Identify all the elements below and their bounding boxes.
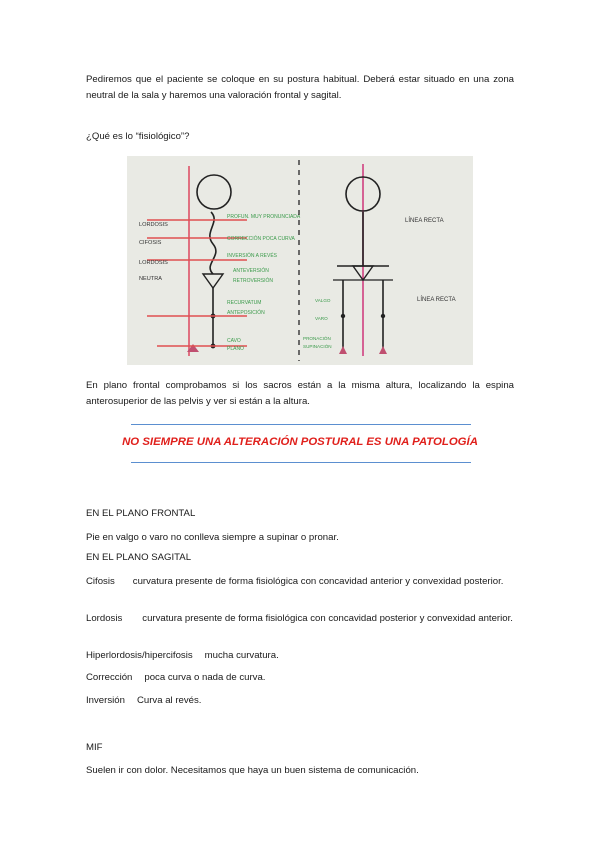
- posture-diagram: [127, 156, 473, 365]
- definition-term: Hiperlordosis/hipercifosis: [86, 650, 193, 661]
- plano-frontal-text: Pie en valgo o varo no conlleva siempre a supinar o pronar.: [86, 532, 339, 543]
- label-varo: VARO: [315, 316, 328, 321]
- definition-hiperlordosis: [86, 648, 514, 664]
- warning-banner: NO SIEMPRE UNA ALTERACIÓN POSTURAL ES UNA PATOLOGÍA: [122, 436, 478, 448]
- definition-term: Inversión: [86, 695, 125, 706]
- spine-curve: [210, 212, 216, 274]
- definition-text: Curva al revés.: [136, 695, 202, 706]
- banner-bottom-line: [131, 462, 471, 463]
- label-cavo: CAVO: [227, 338, 241, 344]
- head-circle-left: [197, 175, 231, 209]
- label-lordosis-1: LORDOSIS: [139, 222, 168, 228]
- posture-diagram-photo: [127, 156, 473, 365]
- definition-correccion: [86, 670, 514, 686]
- label-inversion: INVERSIÓN A REVÉS: [227, 253, 278, 259]
- foot-marker-b: [379, 346, 387, 354]
- definition-term: Corrección: [86, 672, 133, 683]
- foot-marker-a: [339, 346, 347, 354]
- label-neutra: NEUTRA: [139, 276, 162, 282]
- definition-text: poca curva o nada de curva.: [144, 672, 266, 683]
- definition-term: Lordosis: [86, 613, 123, 624]
- definition-text: curvatura presente de forma fisiológica con concavidad anterior y convexidad posterior.: [132, 576, 504, 587]
- definition-text: curvatura presente de forma fisiológica con concavidad posterior y convexidad anterior.: [142, 613, 513, 624]
- sagittal-figure: [139, 166, 301, 356]
- definition-term: Cifosis: [86, 576, 115, 587]
- frontal-plane-paragraph: En plano frontal comprobamos si los sacros están a la misma altura, localizando la espina anterosuperior de las pelvis y ver si están a la altura.: [86, 380, 514, 407]
- plano-frontal-heading: EN EL PLANO FRONTAL: [86, 508, 196, 519]
- knee-dot-a: [341, 314, 345, 318]
- label-lordosis-2: LORDOSIS: [139, 260, 168, 266]
- definition-text: mucha curvatura.: [204, 650, 279, 661]
- intro-paragraph: Pediremos que el paciente se coloque en su postura habitual. Deberá estar situado en una zona neutral de la sala y haremos una valoración frontal y sagital.: [86, 74, 514, 101]
- label-recurvatum: RECURVATUM: [227, 300, 262, 306]
- label-linea-recta-mid: LÍNEA RECTA: [417, 297, 456, 303]
- label-pronunciada: PROFUN. MUY PRONUNCIADA: [227, 214, 301, 220]
- label-retroversion: RETROVERSIÓN: [233, 278, 274, 284]
- label-anteversion: ANTEVERSIÓN: [233, 268, 269, 274]
- frontal-figure: [303, 164, 456, 356]
- label-linea-recta-top: LÍNEA RECTA: [405, 218, 444, 224]
- label-cifosis: CIFOSIS: [139, 240, 162, 246]
- label-pronacion: PRONACIÓN: [303, 336, 331, 341]
- mif-text: Suelen ir con dolor. Necesitamos que haya un buen sistema de comunicación.: [86, 765, 419, 776]
- definition-inversion: [86, 693, 514, 709]
- plano-sagital-heading: EN EL PLANO SAGITAL: [86, 552, 192, 563]
- label-anteposicion: ANTEPOSICIÓN: [227, 310, 265, 316]
- banner-top-line: [131, 424, 471, 425]
- label-valgo: VALGO: [315, 298, 331, 303]
- definition-lordosis: [86, 611, 514, 627]
- label-correccion: CORRECCIÓN POCA CURVA: [227, 236, 295, 242]
- definition-cifosis: [86, 574, 514, 590]
- mif-heading: MIF: [86, 742, 103, 753]
- knee-dot-b: [381, 314, 385, 318]
- pelvis-triangle-left: [203, 274, 223, 288]
- label-plano: PLANO: [227, 346, 244, 352]
- question-heading: ¿Qué es lo “fisiológico”?: [86, 131, 190, 142]
- label-supinacion: SUPINACIÓN: [303, 344, 332, 349]
